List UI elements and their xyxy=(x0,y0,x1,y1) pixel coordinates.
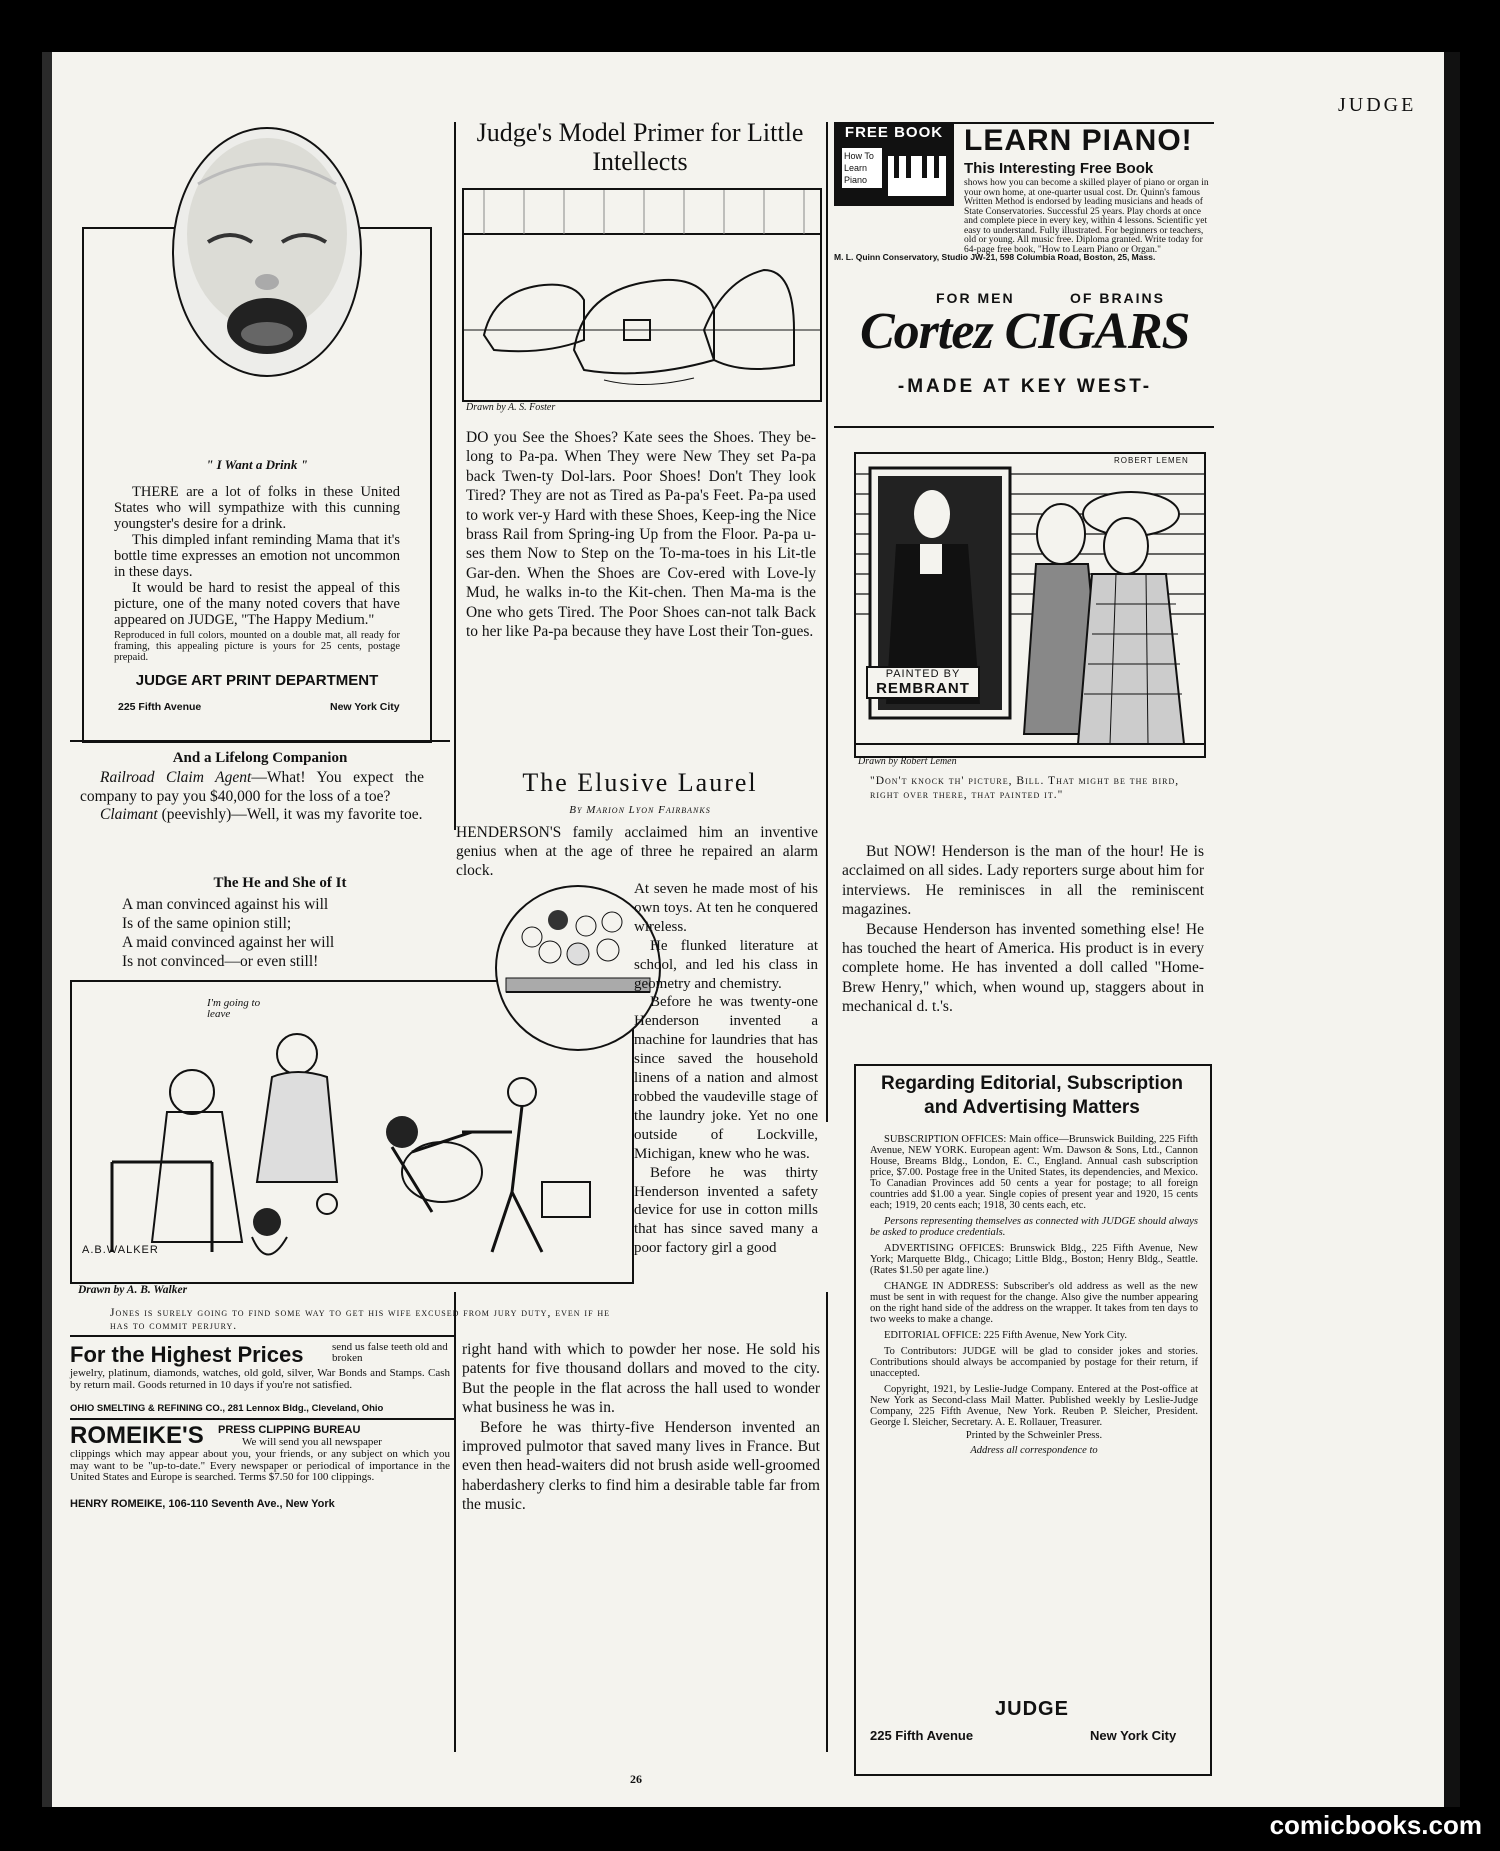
piano-headline: LEARN PIANO! xyxy=(964,124,1193,157)
printer-note: Printed by the Schweinler Press. xyxy=(965,1430,1103,1441)
paragraph: It would be hard to resist the appeal of this picture, one of the many noted covers that have appeared on JUDGE, "The Happy Medium." xyxy=(114,580,400,628)
joke-line: —What! You expect the company to pay you $40,000 for the loss of a toe? xyxy=(80,769,424,805)
poem-title: The He and She of It xyxy=(213,875,347,891)
plaque-small-text: PAINTED BY xyxy=(885,668,961,680)
story-paragraph: But NOW! Henderson is the man of the hour! He is acclaimed on all sides. Lady reporters surge about him for interviews. He reminisces in all the reminiscent magazines. xyxy=(842,843,1204,919)
piano-ad xyxy=(834,124,1216,276)
story-narrow-column xyxy=(634,880,818,1258)
artist-signature: ROBERT LEMEN xyxy=(1114,456,1189,465)
poem-line: A man convinced against his will xyxy=(122,896,329,913)
credentials-note: Persons representing themselves as connected with JUDGE should always be asked to produce credentials. xyxy=(870,1216,1198,1238)
joke-title: And a Lifelong Companion xyxy=(172,750,348,766)
address-left: 225 Fifth Avenue xyxy=(118,701,202,713)
cigar-tag-right: OF BRAINS xyxy=(1070,290,1165,306)
piano-body-continued xyxy=(834,210,1214,249)
plaque-name: REMBRANT xyxy=(876,680,970,697)
story-paragraph: At seven he made most of his own toys. At ten he conquered wireless. xyxy=(634,881,818,935)
lemen-cartoon xyxy=(854,452,1206,758)
ad-body: jewelry, platinum, diamonds, watches, old gold, silver, War Bonds and Stamps. Cash by return mail. Goods returned in 10 days if you're not satisfied. xyxy=(70,1367,450,1391)
department-name: JUDGE ART PRINT DEPARTMENT xyxy=(135,672,379,689)
divider xyxy=(70,740,450,742)
print-caption: " I Want a Drink " xyxy=(206,457,308,472)
story-byline: By Marion Lyon Fairbanks xyxy=(569,804,711,816)
magazine-page xyxy=(42,52,1460,1807)
shoes-cartoon xyxy=(462,188,822,402)
book-title: How To Learn Piano xyxy=(842,148,882,188)
ad-side-text: PRESS CLIPPING BUREAU xyxy=(218,1424,361,1436)
subscription-offices: SUBSCRIPTION OFFICES: Main office—Brunswick Building, 225 Fifth Avenue, NEW YORK. European agent: Wm. Dawson & Sons, Ltd., Cannon House, Breams Bldg., London, E. C., England. Annual cash subscription price, $7.00. Postage free in the United States, its dependencies, and Mexico. To Canadian Provinces add 50 cents a year for postage; to all foreign countries add $1.00 a year. Single copies of present year and 1920, 15 cents each; 1919, 20 cents each; 1918, 30 cents each, etc. xyxy=(870,1134,1198,1211)
story-right-column xyxy=(842,842,1204,1017)
column-rule xyxy=(826,1292,828,1752)
ad-footer: OHIO SMELTING & REFINING CO., 281 Lennox Bldg., Cleveland, Ohio xyxy=(70,1403,384,1414)
ad-headline: ROMEIKE'S xyxy=(70,1422,204,1449)
book-cover xyxy=(834,124,954,206)
editorial-office: EDITORIAL OFFICE: 225 Fifth Avenue, New York City. xyxy=(884,1330,1127,1341)
piano-footer: M. L. Quinn Conservatory, Studio JW-21, 598 Columbia Road, Boston, 25, Mass. xyxy=(834,252,1156,262)
lemen-caption: "Don't knock th' picture, Bill. That might be the bird, right over there, that painted it." xyxy=(870,775,1180,801)
old-shoes-illustration xyxy=(464,190,820,400)
column-rule xyxy=(454,122,456,830)
story-paragraph: right hand with which to powder her nose. He sold his patents for five thousand dollars and moved to the city. But the people in the flat across the hall used to wonder what business he was in. xyxy=(462,1341,820,1417)
column-rule xyxy=(454,1292,456,1752)
story-continued xyxy=(462,1340,820,1515)
primer-credit: Drawn by A. S. Foster xyxy=(466,402,556,413)
speech-balloon: I'm going to leave xyxy=(207,997,261,1020)
poem-body xyxy=(122,895,334,971)
binding-edge xyxy=(42,52,52,1807)
small-print: Reproduced in full colors, mounted on a double mat, all ready for framing, this appealing picture is yours for 25 cents, postage prepaid. xyxy=(114,630,400,663)
romeike-ad xyxy=(70,1422,454,1542)
editorial-brand: JUDGE xyxy=(995,1698,1069,1720)
cigar-tag-left: FOR MEN xyxy=(936,290,1015,306)
divider xyxy=(70,1418,454,1420)
primer-text: DO you See the Shoes? Kate sees the Shoes. They be-long to Pa-pa. When They were New They set Pa-pa back Twen-ty Dol-lars. Poor Shoes! Don't They look Tired? They are not as Tired as Pa-pa's Feet. Pa-pa used to work ver-y Hard with these Shoes, Keep-ing the Nice brass Rail from Spring-ing Up from the Floor. Pa-pa u-ses them Now to Step on the To-ma-toes in his Lit-tle Gar-den. When the Shoes are Cov-ered with Love-ly Mud, he walks in-to the Kit-chen. Then Ma-ma is the One who gets Tired. The Poor Shoes can-not talk Back to her like Pa-pa because they have Lost their Ton-gues. xyxy=(466,429,816,641)
print-ad-body xyxy=(114,484,400,663)
piano-subhead: This Interesting Free Book xyxy=(964,160,1154,177)
story-paragraph: He flunked literature at school, and led his class in geometry and chemistry. xyxy=(634,937,818,992)
lemen-credit: Drawn by Robert Lemen xyxy=(858,756,957,767)
piano-keys-icon xyxy=(886,150,948,202)
editorial-title: Regarding Editorial, Subscription and Advertising Matters xyxy=(881,1073,1183,1118)
rembrant-plaque xyxy=(866,666,980,699)
ad-footer: HENRY ROMEIKE, 106-110 Seventh Ave., New York xyxy=(70,1498,335,1510)
cigar-tagline: -MADE AT KEY WEST- xyxy=(897,376,1153,397)
running-title: JUDGE xyxy=(1338,94,1417,116)
cigar-brand: Cortez CIGARS xyxy=(860,303,1190,360)
crying-baby-illustration xyxy=(168,124,366,384)
column-rule xyxy=(826,122,828,1122)
ad-headline: For the Highest Prices xyxy=(70,1342,304,1367)
speaker: Railroad Claim Agent xyxy=(100,769,252,786)
paragraph: This dimpled infant reminding Mama that it's bottle time expresses an emotion not uncommon in these days. xyxy=(114,532,400,580)
story-title: The Elusive Laurel xyxy=(522,768,758,797)
paragraph: THERE are a lot of folks in these United States who will sympathize with this cunning youngster's desire for a drink. xyxy=(114,484,400,532)
poem-line: Is not convinced—or even still! xyxy=(122,953,319,970)
story-paragraph: Before he was twenty-one Henderson invented a machine for laundries that has since saved the household linens of a nation and almost robbed the vaudeville stage of the laundry joke. Yet no one outside of Lockville, Michigan, knew who he was. xyxy=(634,994,818,1162)
watermark: comicbooks.com xyxy=(1269,1810,1482,1840)
walker-credit: Drawn by A. B. Walker xyxy=(78,1284,188,1296)
primer-title: Judge's Model Primer for Little Intellects xyxy=(476,118,804,176)
story-paragraph: Before he was thirty-five Henderson invented an improved pulmotor that saved many lives in France. But even then head-waiters did not brush aside well-groomed haberdashery clerks to find him a desirable table far from the music. xyxy=(462,1418,820,1514)
correspondence-note: Address all correspondence to xyxy=(970,1445,1098,1456)
page-number: 26 xyxy=(630,1772,642,1786)
story-paragraph: Because Henderson has invented something else! He has touched the heart of America. His product is in every complete home. He has invented a doll called "Home-Brew Henry," which, when wound up, staggers about in mechanical d. t.'s. xyxy=(842,920,1204,1016)
cigar-ad xyxy=(852,284,1198,414)
free-book-badge: FREE BOOK xyxy=(844,124,944,141)
address-right: New York City xyxy=(330,701,400,713)
ad-side-text: We will send you all newspaper xyxy=(242,1436,382,1448)
editorial-address-right: New York City xyxy=(1090,1728,1177,1743)
art-gallery-illustration xyxy=(856,454,1204,756)
editorial-address-left: 225 Fifth Avenue xyxy=(870,1728,974,1743)
artist-signature: A.B.WALKER xyxy=(82,1244,159,1256)
piano-body: shows how you can become a skilled player of piano or organ in your own home, at one-quarter usual cost. Dr. Quinn's famous Written Method is endorsed by leading musicians and heads of State Conservatories. Successful 25 years. Play chords at once and complete piece in every key, within 4 lessons. Scientific yet easy to understand. Fully illustrated. For beginners or teachers, old or young. All music free. Diploma granted. Write today for 64-page free book, "How to Learn Piano or Organ." xyxy=(964,178,1209,255)
speaker: Claimant xyxy=(100,806,158,823)
page-edge xyxy=(1444,52,1460,1807)
divider xyxy=(834,426,1214,428)
walker-caption: Jones is surely going to find some way to get his wife excused from jury duty, even if he has to commit perjury. xyxy=(110,1307,611,1332)
story-paragraph: HENDERSON'S family acclaimed him an inventive genius when at the age of three he repaired an alarm clock. xyxy=(456,824,818,879)
contributors-note: To Contributors: JUDGE will be glad to consider jokes and stories. Contributions should always be accompanied by postage for their return, if unaccepted. xyxy=(870,1346,1198,1379)
ad-body: clippings which may appear about you, your friends, or any subject on which you may want to be "up-to-date." Every newspaper or periodical of importance in the United States and Europe is searched. Terms $7.50 for 100 clippings. xyxy=(70,1448,450,1483)
ad-side-text: send us false teeth old and broken xyxy=(332,1341,448,1364)
joke-body xyxy=(80,769,424,825)
copyright-notice: Copyright, 1921, by Leslie-Judge Company. Entered at the Post-office at New York as Second-class Mail Matter. Published weekly by Leslie-Judge Company, 225 Fifth Avenue, New York. Reuben P. Sleicher, President. George I. Sleicher, Secretary. A. E. Rollauer, Treasurer. xyxy=(870,1384,1198,1428)
story-paragraph: Before he was thirty Henderson invented a safety device for use in cotton mills that has since saved many a poor factory girl a good xyxy=(634,1164,818,1257)
change-of-address: CHANGE IN ADDRESS: Subscriber's old address as well as the new must be sent in with request for the change. Also give the number appearing on the right hand side of the address on the wrapper. It takes from ten days to two weeks to make a change. xyxy=(870,1281,1198,1325)
poem-line: A maid convinced against her will xyxy=(122,934,335,951)
divider xyxy=(70,1335,454,1337)
advertising-offices: ADVERTISING OFFICES: Brunswick Bldg., 225 Fifth Avenue, New York; Marquette Bldg., Chicago; Little Bldg., Boston; Henry Bldg., Seattle. (Rates $1.50 per agate line.) xyxy=(870,1243,1198,1276)
poem-line: Is of the same opinion still; xyxy=(122,915,292,932)
editorial-body xyxy=(870,1134,1198,1456)
joke-line: (peevishly)—Well, it was my favorite toe. xyxy=(157,806,423,823)
